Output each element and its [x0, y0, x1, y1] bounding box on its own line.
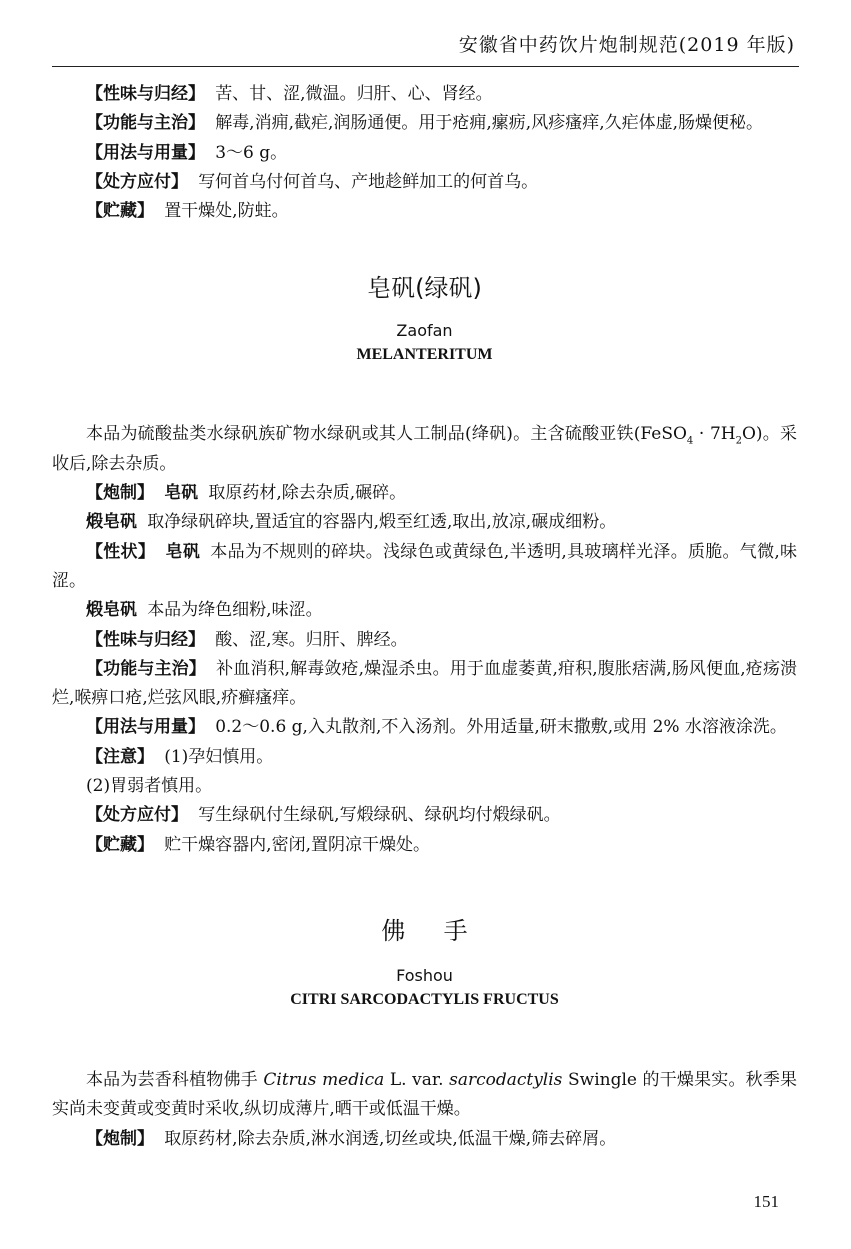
prev-yongfa-label: 【用法与用量】	[86, 142, 205, 163]
prev-gongneng-label: 【功能与主治】	[86, 113, 205, 134]
prev-yongfa-text: 3～6 g。	[215, 142, 288, 163]
zaofan-duan-label: 煅皂矾	[86, 512, 137, 533]
prev-xingwei-label: 【性味与归经】	[86, 84, 205, 104]
zaofan-zhucang-text: 贮干燥容器内,密闭,置阴凉干燥处。	[164, 834, 430, 855]
foshou-variety: sarcodactylis	[449, 1069, 563, 1090]
zaofan-latin: MELANTERITUM	[356, 346, 493, 364]
zaofan-chufang-label: 【处方应付】	[86, 805, 188, 826]
zaofan-body	[52, 420, 797, 859]
foshou-heading	[52, 916, 797, 1012]
zaofan-intro	[52, 420, 797, 479]
foshou-intro	[52, 1066, 797, 1125]
zaofan-gongneng	[52, 655, 797, 714]
running-header: 安徽省中药饮片炮制规范(2019 年版)	[458, 34, 795, 56]
prev-zhucang	[52, 197, 797, 226]
zaofan-xingzhuang-text: 本品为不规则的碎块。浅绿色或黄绿色,半透明,具玻璃样光泽。质脆。气微,味涩。	[52, 541, 798, 591]
foshou-intro-b: L. var.	[384, 1069, 450, 1090]
page-content	[52, 80, 797, 1154]
zaofan-xingwei-label: 【性味与归经】	[86, 629, 205, 650]
zaofan-intro-b: · 7H	[693, 424, 736, 445]
prev-gongneng-text: 解毒,消痈,截疟,润肠通便。用于疮痈,瘰疬,风疹瘙痒,久疟体虚,肠燥便秘。	[215, 113, 764, 134]
zaofan-paozhi	[52, 479, 797, 508]
zaofan-zhuyi-label: 【注意】	[86, 746, 154, 767]
foshou-paozhi	[52, 1125, 797, 1154]
zaofan-paozhi-text: 取原药材,除去杂质,碾碎。	[208, 483, 407, 504]
zaofan-intro-sub4: 4	[686, 435, 694, 447]
zaofan-xingzhuang-sublabel: 皂矾	[165, 541, 201, 562]
zaofan-pinyin: Zaofan	[396, 321, 453, 341]
foshou-paozhi-label: 【炮制】	[86, 1128, 154, 1149]
zaofan-chufang-text: 写生绿矾付生绿矾,写煅绿矾、绿矾均付煅绿矾。	[198, 805, 561, 826]
zaofan-paozhi-label: 【炮制】	[86, 483, 154, 504]
foshou-species: Citrus medica	[263, 1069, 385, 1090]
zaofan-xingwei-text: 酸、涩,寒。归肝、脾经。	[215, 629, 408, 650]
prev-chufang-text: 写何首乌付何首乌、产地趁鲜加工的何首乌。	[198, 171, 539, 192]
prev-xingwei	[52, 80, 797, 109]
foshou-latin: CITRI SARCODACTYLIS FRUCTUS	[290, 990, 559, 1008]
zaofan-intro-a: 本品为硫酸盐类水绿矾族矿物水绿矾或其人工制品(绛矾)。主含硫酸亚铁(FeSO	[86, 424, 687, 445]
zaofan-yongfa	[52, 713, 797, 742]
foshou-intro-c: Swingle 的干燥果实。秋季果实尚未变黄或变黄时采收,纵切成薄片,晒干或低温干燥。	[52, 1069, 798, 1120]
foshou-title	[52, 916, 797, 946]
zaofan-gongneng-text: 补血消积,解毒敛疮,燥湿杀虫。用于血虚萎黄,疳积,腹胀痞满,肠风便血,疮疡溃烂,喉痹口疮,烂弦风眼,疥癣瘙痒。	[52, 658, 798, 709]
prev-chufang	[52, 168, 797, 197]
prev-zhucang-text: 置干燥处,防蛀。	[164, 201, 289, 222]
zaofan-paozhi-duan	[52, 508, 797, 537]
foshou-paozhi-text: 取原药材,除去杂质,淋水润透,切丝或块,低温干燥,筛去碎屑。	[164, 1128, 617, 1149]
zaofan-yongfa-text: 0.2～0.6 g,入丸散剂,不入汤剂。外用适量,研末撒敷,或用 2% 水溶液涂洗。	[215, 717, 787, 738]
zaofan-zhucang-label: 【贮藏】	[86, 834, 154, 855]
page-number: 151	[753, 1192, 779, 1211]
prev-yongfa	[52, 139, 797, 168]
header-rule	[52, 66, 799, 67]
prev-zhucang-label: 【贮藏】	[86, 201, 154, 222]
prev-chufang-label: 【处方应付】	[86, 171, 188, 192]
zaofan-heading	[52, 273, 797, 367]
zaofan-xingzhuang-label: 【性状】	[86, 541, 156, 562]
zaofan-zhuyi-1: (1)孕妇慎用。	[164, 746, 274, 767]
prev-xingwei-text: 苦、甘、涩,微温。归肝、心、肾经。	[215, 84, 493, 104]
zaofan-chufang	[52, 801, 797, 830]
zaofan-duan-text: 取净绿矾碎块,置适宜的容器内,煅至红透,取出,放凉,碾成细粉。	[147, 512, 617, 533]
prev-gongneng	[52, 109, 797, 138]
zaofan-zhuyi-2: (2)胃弱者慎用。	[86, 776, 213, 797]
zaofan-paozhi-sublabel: 皂矾	[164, 483, 199, 504]
zaofan-xingzhuang	[52, 538, 797, 597]
foshou-intro-a: 本品为芸香科植物佛手	[86, 1069, 264, 1090]
zaofan-gongneng-label: 【功能与主治】	[86, 658, 206, 679]
zaofan-xingzhuang-duan-text: 本品为绛色细粉,味涩。	[147, 600, 323, 621]
zaofan-title: 皂矾(绿矾)	[367, 274, 482, 303]
zaofan-intro-sub2: 2	[735, 435, 742, 447]
zaofan-xingzhuang-duan-label: 煅皂矾	[86, 600, 137, 621]
zaofan-yongfa-label: 【用法与用量】	[86, 717, 205, 738]
foshou-title-text: 佛手	[381, 916, 507, 945]
foshou-body	[52, 1066, 797, 1154]
zaofan-intro-c: O)。采收后,除去杂质。	[52, 424, 797, 474]
foshou-pinyin: Foshou	[396, 965, 453, 985]
zaofan-xingzhuang-duan	[52, 596, 797, 625]
zaofan-zhucang	[52, 831, 797, 860]
zaofan-zhuyi	[52, 743, 797, 772]
zaofan-xingwei	[52, 626, 797, 655]
